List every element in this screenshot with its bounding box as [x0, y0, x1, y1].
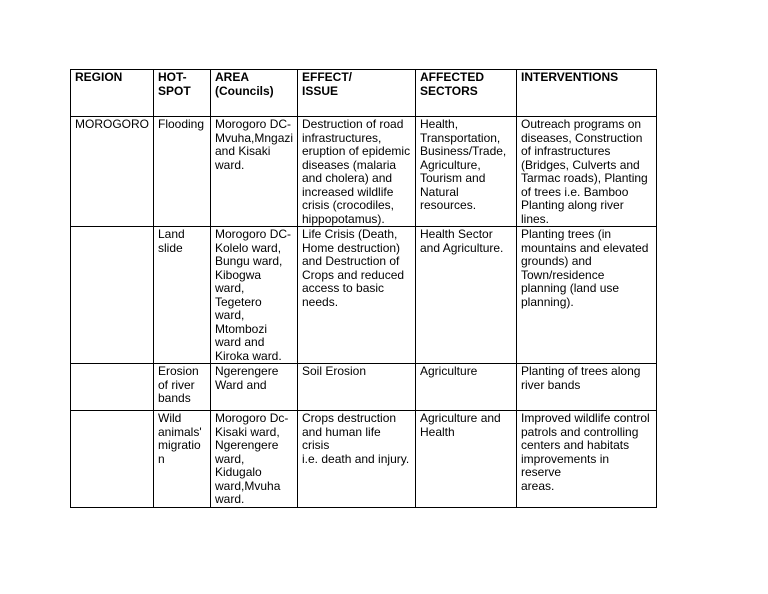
header-effect-issue: EFFECT/ ISSUE	[298, 70, 416, 117]
cell-effect-issue: Crops destruction and human life crisis i.e. death and injury.	[298, 411, 416, 508]
header-row	[71, 70, 657, 117]
hotspot-table	[70, 69, 657, 508]
table-row	[71, 411, 657, 508]
header-hot-spot: HOT- SPOT	[154, 70, 211, 117]
cell-effect-issue: Life Crisis (Death, Home destruction) and Destruction of Crops and reduced access to basic needs.	[298, 227, 416, 364]
cell-hot-spot: Land slide	[154, 227, 211, 364]
table-row	[71, 227, 657, 364]
cell-region	[71, 227, 154, 364]
cell-affected-sectors: Agriculture and Health	[416, 411, 517, 508]
header-region: REGION	[71, 70, 154, 117]
cell-interventions: Planting of trees along river bands	[517, 364, 657, 411]
cell-effect-issue: Soil Erosion	[298, 364, 416, 411]
cell-hot-spot: Flooding	[154, 117, 211, 227]
cell-area: Morogoro Dc- Kisaki ward, Ngerengere ward, Kidugalo ward,Mvuha ward.	[211, 411, 298, 508]
cell-interventions: Planting trees (in mountains and elevated grounds) and Town/residence planning (land use planning).	[517, 227, 657, 364]
header-area: AREA (Councils)	[211, 70, 298, 117]
cell-area: Morogoro DC- Kolelo ward, Bungu ward, Kibogwa ward, Tegetero ward, Mtombozi ward and Kiroka ward.	[211, 227, 298, 364]
cell-hot-spot: Erosion of river bands	[154, 364, 211, 411]
cell-effect-issue: Destruction of road infrastructures, eruption of epidemic diseases (malaria and cholera) and increased wildlife crisis (crocodiles, hippopotamus).	[298, 117, 416, 227]
header-interventions: INTERVENTIONS	[517, 70, 657, 117]
header-affected-sectors: AFFECTED SECTORS	[416, 70, 517, 117]
cell-area: Morogoro DC- Mvuha,Mngazi and Kisaki ward.	[211, 117, 298, 227]
cell-area: Ngerengere Ward and	[211, 364, 298, 411]
cell-region: MOROGORO	[71, 117, 154, 227]
cell-interventions: Outreach programs on diseases, Construction of infrastructures (Bridges, Culverts and Tarmac roads), Planting of trees i.e. Bamboo Planting along river lines.	[517, 117, 657, 227]
cell-interventions: Improved wildlife control patrols and controlling centers and habitats improvements in reserve areas.	[517, 411, 657, 508]
cell-hot-spot: Wild animals' migratio n	[154, 411, 211, 508]
cell-affected-sectors: Agriculture	[416, 364, 517, 411]
cell-region	[71, 411, 154, 508]
table-row	[71, 364, 657, 411]
cell-affected-sectors: Health Sector and Agriculture.	[416, 227, 517, 364]
cell-region	[71, 364, 154, 411]
table-row	[71, 117, 657, 227]
cell-affected-sectors: Health, Transportation, Business/Trade, Agriculture, Tourism and Natural resources.	[416, 117, 517, 227]
